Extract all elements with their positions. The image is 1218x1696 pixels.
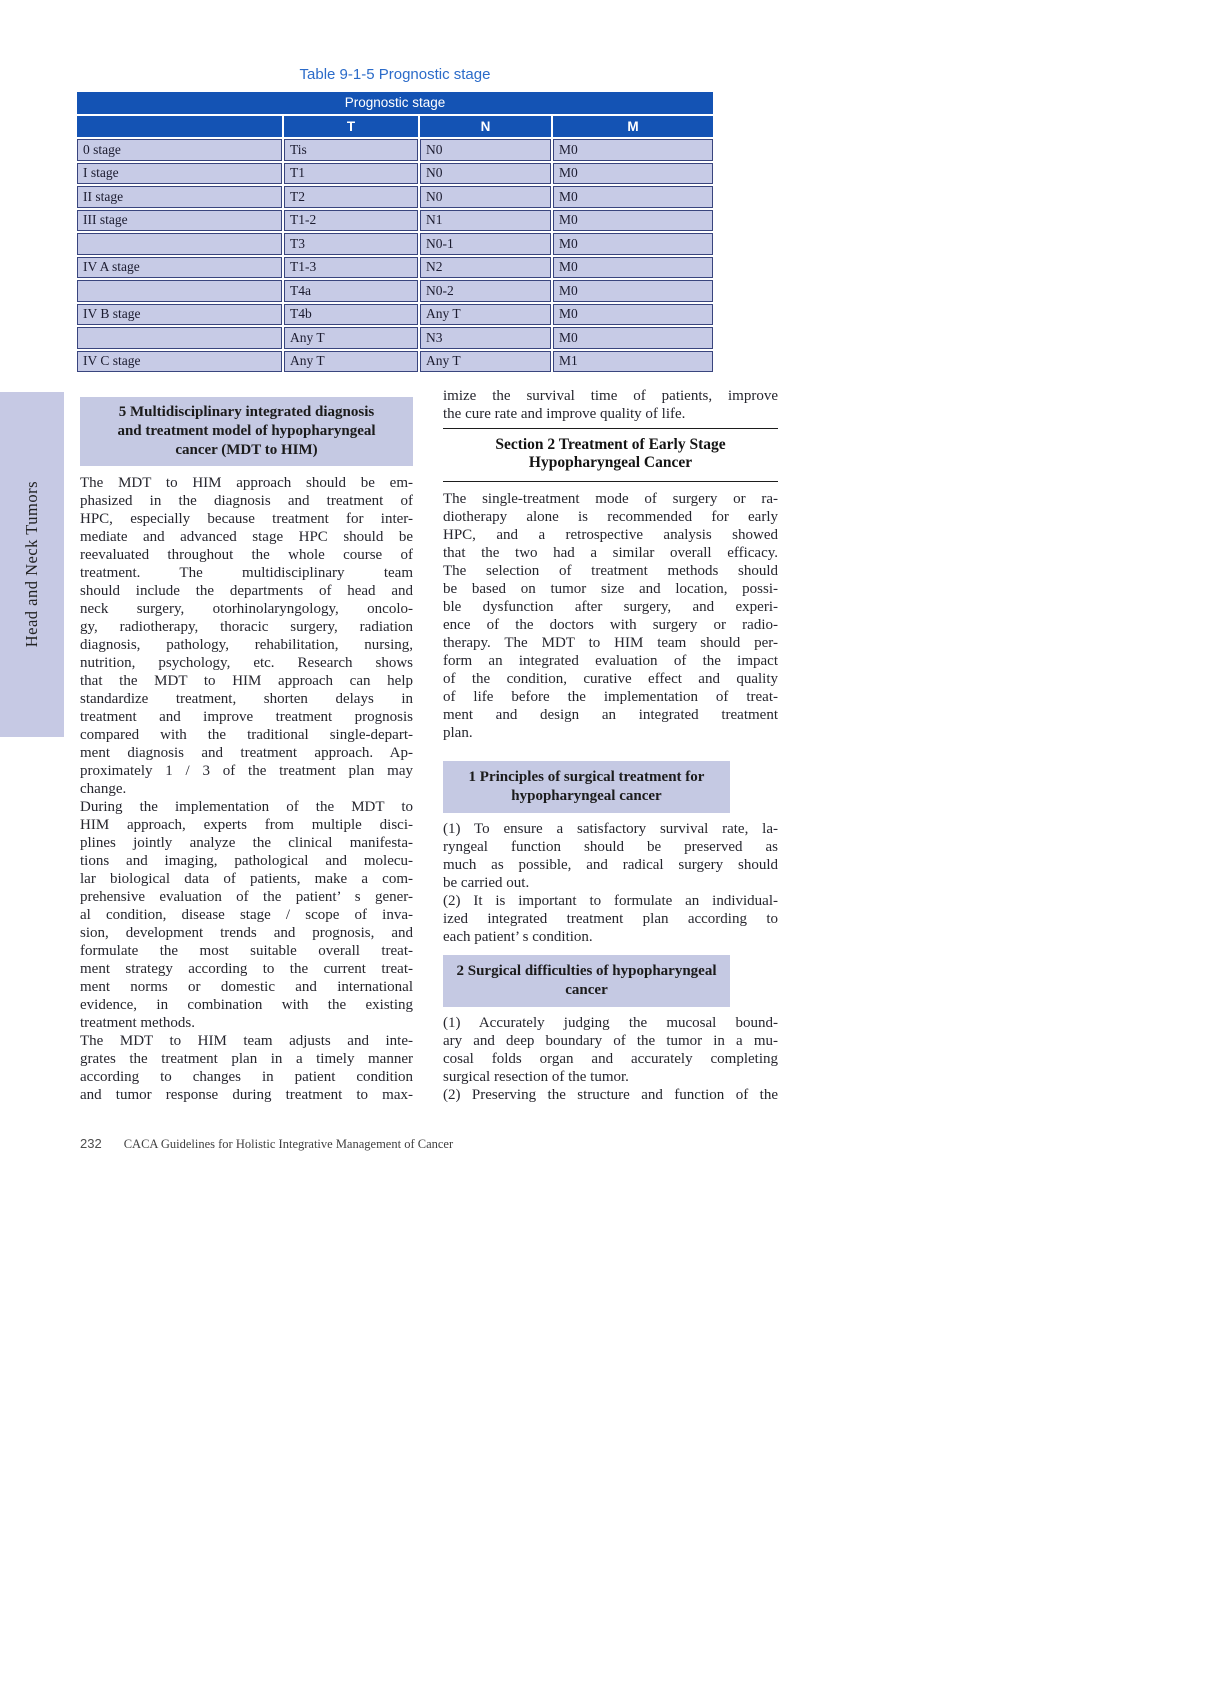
table-row: [77, 210, 713, 232]
table-header-row: [77, 116, 713, 138]
text-line: proximately 1 / 3 of the treatment plan may: [80, 763, 413, 779]
text-line: The MDT to HIM approach should be em-: [80, 475, 413, 491]
table-cell: M0: [553, 233, 713, 255]
text-line: diotherapy alone is recommended for early: [443, 509, 778, 525]
text-line: During the implementation of the MDT to: [80, 799, 413, 815]
book-title: CACA Guidelines for Holistic Integrative Management of Cancer: [123, 1137, 454, 1151]
paragraph: [443, 1086, 778, 1104]
table-cell: N3: [420, 327, 551, 349]
text-line: HIM approach, experts from multiple disci-: [80, 817, 413, 833]
table-cell: Any T: [284, 351, 418, 373]
text-line: cancer (MDT to HIM): [175, 442, 318, 458]
table-cell: IV C stage: [77, 351, 282, 373]
text-line: (1) Accurately judging the mucosal bound-: [443, 1015, 778, 1031]
text-line: tions and imaging, pathological and molecu-: [80, 853, 413, 869]
right-column: [443, 387, 778, 1104]
text-line: The single-treatment mode of surgery or ra-: [443, 491, 778, 507]
text-line: phasized in the diagnosis and treatment of: [80, 493, 413, 509]
text-line: that the two had a similar overall efficacy.: [443, 545, 778, 561]
text-line: hypopharyngeal cancer: [511, 788, 662, 804]
text-line: HPC, and a retrospective analysis showed: [443, 527, 778, 543]
table-cell: [77, 280, 282, 302]
text-line: lar biological data of patients, make a com-: [80, 871, 413, 887]
text-line: therapy. The MDT to HIM team should per-: [443, 635, 778, 651]
text-line: of life before the implementation of treat-: [443, 689, 778, 705]
text-line: HPC, especially because treatment for inter-: [80, 511, 413, 527]
text-line: cosal folds organ and accurately completing: [443, 1051, 778, 1067]
table-cell: M1: [553, 351, 713, 373]
text-line: ble dysfunction after surgery, and experi-: [443, 599, 778, 615]
text-line: plines jointly analyze the clinical manifesta-: [80, 835, 413, 851]
table-cell: N0: [420, 139, 551, 161]
table-cell: N1: [420, 210, 551, 232]
table-cell: T3: [284, 233, 418, 255]
text-line: Section 2 Treatment of Early Stage: [495, 436, 726, 453]
table-cell: M0: [553, 257, 713, 279]
section-heading: [443, 436, 778, 472]
text-line: prehensive evaluation of the patient’ s gener-: [80, 889, 413, 905]
text-line: ment diagnosis and treatment approach. Ap-: [80, 745, 413, 761]
text-line: The MDT to HIM team adjusts and inte-: [80, 1033, 413, 1049]
text-line: form an integrated evaluation of the impact: [443, 653, 778, 669]
text-line: change.: [80, 781, 127, 797]
table-row: [77, 304, 713, 326]
text-line: (2) It is important to formulate an individual-: [443, 893, 778, 909]
text-line: should include the departments of head and: [80, 583, 413, 599]
prognostic-stage-table: [75, 90, 715, 374]
text-line: imize the survival time of patients, improve: [443, 388, 778, 404]
text-line: each patient’ s condition.: [443, 929, 593, 945]
table-cell: II stage: [77, 186, 282, 208]
text-line: standardize treatment, shorten delays in: [80, 691, 413, 707]
heading-box-2: [443, 955, 730, 1007]
column-header-m: M: [553, 116, 713, 138]
table-cell: T1-2: [284, 210, 418, 232]
text-line: grates the treatment plan in a timely manner: [80, 1051, 413, 1067]
text-line: be carried out.: [443, 875, 530, 891]
table-row: [77, 257, 713, 279]
text-line: ment norms or domestic and international: [80, 979, 413, 995]
text-line: compared with the traditional single-depart-: [80, 727, 413, 743]
text-line: and treatment model of hypopharyngeal: [117, 423, 376, 439]
table-row: [77, 163, 713, 185]
paragraph: [443, 1014, 778, 1086]
column-header-n: N: [420, 116, 551, 138]
text-line: The selection of treatment methods should: [443, 563, 778, 579]
table-cell: [77, 233, 282, 255]
text-line: cancer: [565, 982, 608, 998]
text-line: (1) To ensure a satisfactory survival rate, la-: [443, 821, 778, 837]
table-cell: M0: [553, 139, 713, 161]
table-row: [77, 351, 713, 373]
table-title: Prognostic stage: [77, 92, 713, 114]
table-cell: N0-1: [420, 233, 551, 255]
table-row: [77, 139, 713, 161]
text-line: treatment. The multidisciplinary team: [80, 565, 413, 581]
text-line: ary and deep boundary of the tumor in a mu-: [443, 1033, 778, 1049]
text-line: surgical resection of the tumor.: [443, 1069, 629, 1085]
text-line: ized integrated treatment plan according to: [443, 911, 778, 927]
text-line: that the MDT to HIM approach can help: [80, 673, 413, 689]
column-header-stage: [77, 116, 282, 138]
table-cell: M0: [553, 163, 713, 185]
text-line: according to changes in patient condition: [80, 1069, 413, 1085]
table-cell: M0: [553, 280, 713, 302]
paragraph: [80, 1032, 413, 1104]
text-line: 5 Multidisciplinary integrated diagnosis: [118, 404, 375, 420]
text-line: mediate and advanced stage HPC should be: [80, 529, 413, 545]
table-row: [77, 327, 713, 349]
table-cell: III stage: [77, 210, 282, 232]
table-row: [77, 233, 713, 255]
paragraph: [443, 820, 778, 892]
text-line: plan.: [443, 725, 473, 741]
table-cell: M0: [553, 304, 713, 326]
text-line: diagnosis, pathology, rehabilitation, nursing,: [80, 637, 413, 653]
paragraph: [443, 490, 778, 742]
text-line: and tumor response during treatment to max-: [80, 1087, 413, 1103]
table-cell: Any T: [420, 351, 551, 373]
table-row: [77, 280, 713, 302]
table-cell: T1-3: [284, 257, 418, 279]
chapter-sidebar-label: Head and Neck Tumors: [22, 481, 41, 648]
text-line: Hypopharyngeal Cancer: [528, 454, 693, 471]
footer: [80, 1136, 453, 1152]
text-line: ment and design an integrated treatment: [443, 707, 778, 723]
table-cell: Tis: [284, 139, 418, 161]
text-line: gy, radiotherapy, thoracic surgery, radiation: [80, 619, 413, 635]
table-cell: T4a: [284, 280, 418, 302]
table-cell: N0: [420, 186, 551, 208]
table-cell: IV B stage: [77, 304, 282, 326]
table-cell: IV A stage: [77, 257, 282, 279]
table-row: [77, 186, 713, 208]
text-line: ence of the doctors with surgery or radio-: [443, 617, 778, 633]
left-column: [80, 397, 413, 1104]
text-line: neck surgery, otorhinolaryngology, oncolo-: [80, 601, 413, 617]
text-line: much as possible, and radical surgery should: [443, 857, 778, 873]
column-header-t: T: [284, 116, 418, 138]
text-line: treatment methods.: [80, 1015, 195, 1031]
text-line: 1 Principles of surgical treatment for: [468, 769, 705, 785]
text-line: treatment and improve treatment prognosis: [80, 709, 413, 725]
paragraph: [80, 798, 413, 1032]
text-line: nutrition, psychology, etc. Research shows: [80, 655, 413, 671]
table-cell: M0: [553, 327, 713, 349]
paragraph: [443, 387, 778, 423]
table-cell: T1: [284, 163, 418, 185]
text-line: ment strategy according to the current treat-: [80, 961, 413, 977]
table-cell: T4b: [284, 304, 418, 326]
table-cell: M0: [553, 186, 713, 208]
table-cell: I stage: [77, 163, 282, 185]
table-cell: N0: [420, 163, 551, 185]
section-rule-bottom: [443, 481, 778, 482]
text-line: of the condition, curative effect and quality: [443, 671, 778, 687]
paragraph: [443, 892, 778, 946]
table-cell: 0 stage: [77, 139, 282, 161]
text-line: formulate the most suitable overall treat-: [80, 943, 413, 959]
chapter-sidebar-tab: [0, 392, 64, 737]
text-line: reevaluated throughout the whole course of: [80, 547, 413, 563]
text-line: ryngeal function should be preserved as: [443, 839, 778, 855]
page-number: 232: [80, 1136, 102, 1151]
heading-box-1: [443, 761, 730, 813]
text-line: evidence, in combination with the existing: [80, 997, 413, 1013]
table-cell: Any T: [284, 327, 418, 349]
table-caption: Table 9-1-5 Prognostic stage: [299, 66, 491, 83]
text-line: (2) Preserving the structure and function of the: [443, 1087, 778, 1103]
table-cell: Any T: [420, 304, 551, 326]
text-line: be based on tumor size and location, possi-: [443, 581, 778, 597]
heading-box-5: [80, 397, 413, 466]
paragraph: [80, 474, 413, 798]
table-cell: [77, 327, 282, 349]
table-title-row: [77, 92, 713, 114]
text-line: sion, development trends and prognosis, and: [80, 925, 413, 941]
text-line: the cure rate and improve quality of life.: [443, 406, 686, 422]
section-rule-top: [443, 428, 778, 429]
table-cell: M0: [553, 210, 713, 232]
text-line: 2 Surgical difficulties of hypopharyngeal: [456, 963, 717, 979]
table-cell: N2: [420, 257, 551, 279]
table-cell: N0-2: [420, 280, 551, 302]
text-line: al condition, disease stage / scope of inva-: [80, 907, 413, 923]
table-cell: T2: [284, 186, 418, 208]
